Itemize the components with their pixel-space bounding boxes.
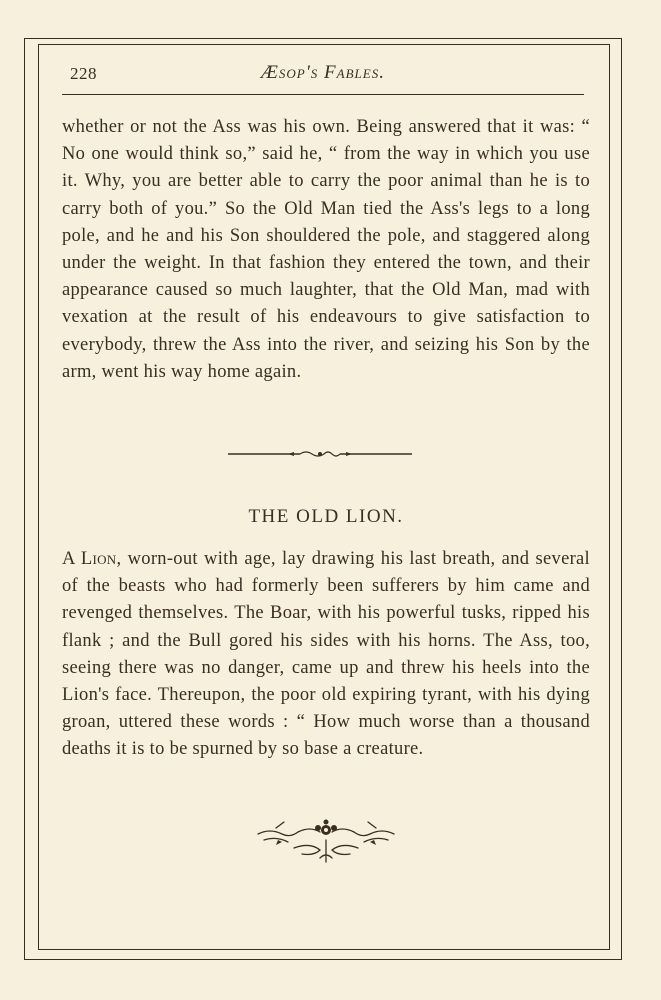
page-header [62, 60, 584, 96]
opening-word: A Lion, [62, 549, 122, 569]
running-head: Æsop's Fables. [261, 62, 385, 83]
page-number: 228 [70, 64, 97, 83]
floral-tailpiece-icon [254, 818, 398, 866]
old-lion-body: worn-out with age, lay drawing his last breath, and several of the beasts who had formerly been sufferers by him came and revenged themselves. The Boar, with his powerful tusks, ripped his flank ; and the Bull gored his sides with his horns. The Ass, too, seeing there was no danger, came up and threw his heels into the Lion's face. Thereupon, the poor old expiring tyrant, with his dying groan, uttered these words : “ How much worse than a thousand deaths it is to be spurned by so base a creature. [62, 549, 590, 760]
section-title: THE OLD LION. [248, 506, 404, 527]
ornamental-rule-icon [228, 444, 412, 464]
header-rule [62, 94, 584, 95]
continued-fable-paragraph: whether or not the Ass was his own. Being answered that it was: “ No one would think so,” said he, “ from the way in which you use it. Why, you are better able to carry the poor animal than he is to carry both of you.” So the Old Man tied the Ass's legs to a long pole, and he and his Son shouldered the pole, and staggered along under the weight. In that fashion they entered the town, and their appearance caused so much laughter, that the Old Man, mad with vexation at the result of his endeavours to give satisfaction to everybody, threw the Ass into the river, and seizing his Son by the arm, went his way home again. [62, 117, 590, 382]
old-lion-paragraph [62, 546, 590, 764]
